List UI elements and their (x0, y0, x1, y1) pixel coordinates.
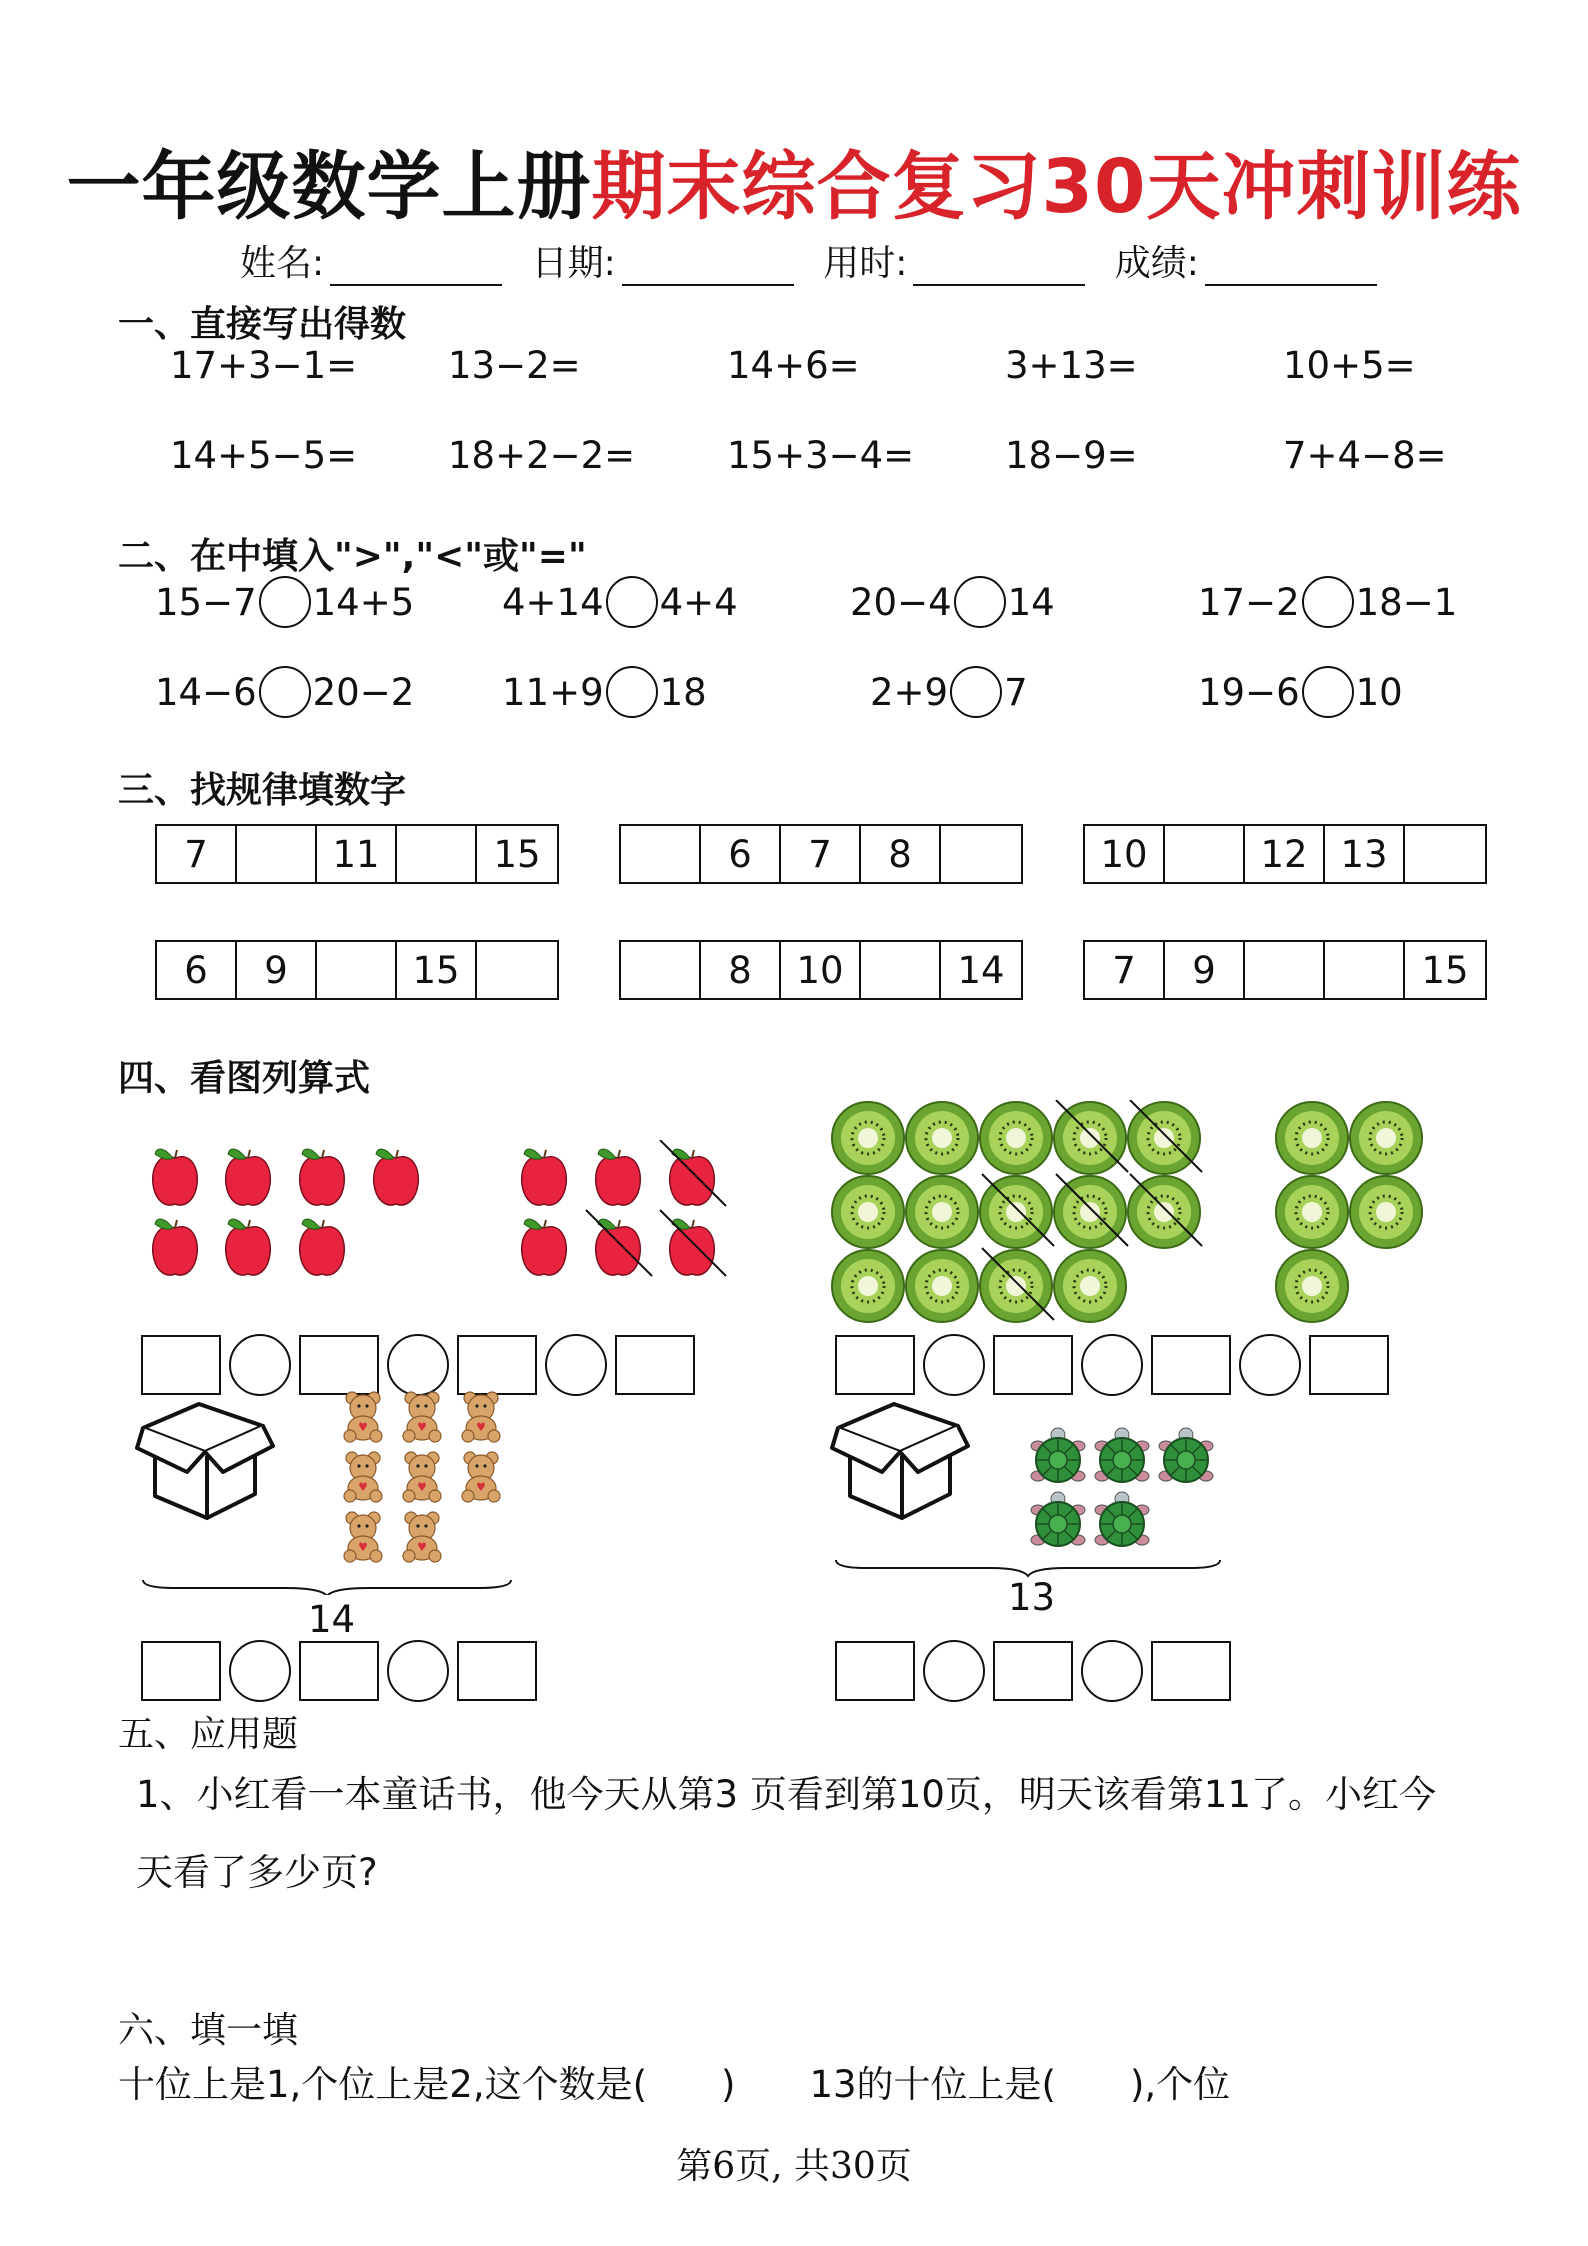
kiwi-icon (832, 1176, 904, 1248)
bear-icon (344, 1512, 382, 1562)
answer-box[interactable] (993, 1335, 1073, 1395)
total-label: 13 (1008, 1576, 1056, 1619)
compare-left: 20−4 (850, 580, 952, 624)
answer-box[interactable] (457, 1335, 537, 1395)
compare-right: 14+5 (312, 580, 415, 624)
seq-cell[interactable]: 15 (493, 832, 541, 876)
seq-cell[interactable] (397, 826, 477, 882)
seq-cell[interactable] (477, 942, 557, 998)
seq-cell[interactable]: 8 (701, 942, 781, 998)
section1-title: 一、直接写出得数 (118, 304, 407, 345)
seq-cell[interactable]: 8 (861, 826, 941, 882)
compare-circle[interactable] (606, 666, 658, 718)
compare-circle[interactable] (606, 576, 658, 628)
turtle-icon (1095, 1492, 1149, 1546)
apple-icon (300, 1219, 345, 1275)
apple-icon (153, 1149, 198, 1205)
bear-icon (403, 1512, 441, 1562)
compare-circle[interactable] (1302, 576, 1354, 628)
seq-cell[interactable] (621, 942, 701, 998)
operator-circle[interactable] (229, 1640, 291, 1702)
calc-item: 14+5−5= (170, 434, 358, 477)
kiwi-icon (1128, 1176, 1200, 1248)
operator-circle[interactable] (923, 1334, 985, 1396)
sequence-row (155, 824, 559, 884)
score-label: 成绩: (1114, 243, 1199, 284)
brace (143, 1580, 511, 1595)
answer-box[interactable] (299, 1335, 379, 1395)
calc-item: 17+3−1= (170, 344, 358, 387)
compare-right: 10 (1355, 670, 1403, 714)
compare-left: 11+9 (502, 670, 604, 714)
equation-row (141, 1334, 695, 1396)
apple-icon (522, 1219, 567, 1275)
seq-cell[interactable] (861, 942, 941, 998)
kiwi-icon (1276, 1250, 1348, 1322)
word-problem-line: 1、小红看一本童话书，他今天从第3 页看到第10页，明天该看第11了。小红今 (136, 1773, 1437, 1816)
kiwi-icon (980, 1102, 1052, 1174)
section5-title: 五、应用题 (118, 1714, 299, 1755)
operator-circle[interactable] (1081, 1640, 1143, 1702)
equation-row (141, 1640, 537, 1702)
answer-box[interactable] (993, 1641, 1073, 1701)
title-black: 一年级数学上册 (66, 144, 592, 230)
sequence-row (619, 824, 1023, 884)
calc-item: 7+4−8= (1283, 434, 1447, 477)
bear-icon (403, 1452, 441, 1502)
compare-left: 4+14 (502, 580, 604, 624)
sequence-row (155, 940, 559, 1000)
calc-item: 14+6= (727, 344, 860, 387)
compare-item (155, 666, 414, 718)
operator-circle[interactable] (387, 1334, 449, 1396)
compare-right: 18−1 (1355, 580, 1458, 624)
date-field[interactable] (622, 250, 794, 286)
compare-item (870, 666, 1028, 718)
compare-left: 2+9 (870, 670, 949, 714)
bear-icon (344, 1452, 382, 1502)
compare-left: 19−6 (1198, 670, 1300, 714)
seq-cell[interactable]: 15 (1421, 948, 1469, 992)
box-bears-picture (135, 1390, 525, 1595)
answer-box[interactable] (299, 1641, 379, 1701)
operator-circle[interactable] (545, 1334, 607, 1396)
operator-circle[interactable] (387, 1640, 449, 1702)
compare-left: 15−7 (155, 580, 257, 624)
seq-cell[interactable]: 10 (1085, 826, 1165, 882)
apple-icon (522, 1149, 567, 1205)
answer-box[interactable] (1151, 1641, 1231, 1701)
sequence-row (1083, 824, 1487, 884)
seq-cell[interactable]: 6 (701, 826, 781, 882)
kiwi-icon (1054, 1102, 1126, 1174)
operator-circle[interactable] (1239, 1334, 1301, 1396)
time-label: 用时: (823, 243, 908, 284)
apple-icon (226, 1149, 271, 1205)
seq-cell[interactable]: 7 (1085, 942, 1165, 998)
compare-right: 14 (1007, 580, 1055, 624)
page-title (0, 128, 1588, 234)
section3-title: 三、找规律填数字 (118, 770, 407, 811)
apple-icon (596, 1149, 641, 1205)
compare-item (502, 576, 738, 628)
sequence-row (1083, 940, 1487, 1000)
bear-icon (462, 1392, 500, 1442)
answer-box[interactable] (1151, 1335, 1231, 1395)
seq-cell[interactable]: 7 (157, 826, 237, 882)
kiwi-icon (832, 1102, 904, 1174)
operator-circle[interactable] (1081, 1334, 1143, 1396)
seq-cell[interactable]: 14 (957, 948, 1005, 992)
box-icon (137, 1404, 273, 1518)
bear-icon (403, 1392, 441, 1442)
compare-circle[interactable] (259, 576, 311, 628)
word-problem-line: 天看了多少页? (136, 1851, 378, 1894)
kiwi-icon (906, 1102, 978, 1174)
kiwi-icon (906, 1250, 978, 1322)
seq-cell[interactable] (1165, 826, 1245, 882)
brace (836, 1560, 1220, 1576)
calc-item: 18+2−2= (448, 434, 636, 477)
kiwi-icon (906, 1176, 978, 1248)
answer-box[interactable] (141, 1335, 221, 1395)
answer-box[interactable] (1309, 1335, 1389, 1395)
compare-item (1198, 666, 1403, 718)
student-info (240, 235, 1395, 286)
seq-cell[interactable] (1405, 826, 1485, 882)
kiwi-icon (1054, 1176, 1126, 1248)
box-icon (832, 1404, 968, 1518)
kiwi-icon (1276, 1102, 1348, 1174)
kiwi-picture (830, 1100, 1430, 1325)
compare-left: 17−2 (1198, 580, 1300, 624)
compare-left: 14−6 (155, 670, 257, 714)
answer-box[interactable] (835, 1335, 915, 1395)
answer-box[interactable] (141, 1641, 221, 1701)
seq-cell[interactable]: 12 (1245, 826, 1325, 882)
turtle-icon (1031, 1428, 1085, 1482)
seq-cell[interactable]: 13 (1325, 826, 1405, 882)
seq-cell[interactable]: 15 (397, 942, 477, 998)
seq-cell[interactable]: 10 (781, 942, 861, 998)
kiwi-icon (1350, 1176, 1422, 1248)
turtle-icon (1159, 1428, 1213, 1482)
name-label: 姓名: (240, 243, 325, 284)
equation-row (835, 1334, 1389, 1396)
seq-cell[interactable]: 9 (237, 942, 317, 998)
seq-cell[interactable] (941, 826, 1021, 882)
seq-cell[interactable] (317, 942, 397, 998)
compare-item (155, 576, 414, 628)
seq-cell[interactable]: 6 (157, 942, 237, 998)
compare-item (1198, 576, 1457, 628)
turtle-icon (1095, 1428, 1149, 1482)
date-label: 日期: (531, 243, 616, 284)
apple-icon (226, 1219, 271, 1275)
operator-circle[interactable] (923, 1640, 985, 1702)
bear-icon (344, 1392, 382, 1442)
page-number: 第6页, 共30页 (676, 2146, 912, 2187)
section6-title: 六、填一填 (118, 2010, 299, 2051)
compare-circle[interactable] (1302, 666, 1354, 718)
calc-item: 18−9= (1005, 434, 1138, 477)
compare-right: 18 (659, 670, 707, 714)
operator-circle[interactable] (229, 1334, 291, 1396)
kiwi-icon (1128, 1102, 1200, 1174)
total-label: 14 (308, 1598, 356, 1641)
seq-cell[interactable]: 7 (781, 826, 861, 882)
kiwi-icon (1054, 1250, 1126, 1322)
section4-title: 四、看图列算式 (118, 1058, 371, 1099)
sequence-row (619, 940, 1023, 1000)
compare-right: 7 (1004, 670, 1028, 714)
compare-item (502, 666, 707, 718)
apple-icon (153, 1219, 198, 1275)
turtle-icon (1031, 1492, 1085, 1546)
compare-circle[interactable] (950, 666, 1002, 718)
bear-icon (462, 1452, 500, 1502)
fill-in-line: 十位上是1,个位上是2,这个数是( ) 13的十位上是( ),个位 (118, 2063, 1231, 2106)
calc-item: 10+5= (1283, 344, 1416, 387)
kiwi-icon (980, 1176, 1052, 1248)
time-field[interactable] (913, 250, 1085, 286)
answer-box[interactable] (615, 1335, 695, 1395)
compare-right: 4+4 (659, 580, 738, 624)
calc-item: 15+3−4= (727, 434, 915, 477)
answer-box[interactable] (457, 1641, 537, 1701)
title-red: 期末综合复习30天冲刺训练 (591, 144, 1522, 230)
answer-box[interactable] (835, 1641, 915, 1701)
score-field[interactable] (1205, 250, 1377, 286)
equation-row (835, 1640, 1231, 1702)
seq-cell[interactable]: 11 (317, 826, 397, 882)
compare-circle[interactable] (954, 576, 1006, 628)
kiwi-icon (1276, 1176, 1348, 1248)
apple-picture (140, 1140, 740, 1300)
seq-cell[interactable]: 9 (1165, 942, 1245, 998)
kiwi-icon (1350, 1102, 1422, 1174)
kiwi-icon (980, 1250, 1052, 1322)
seq-cell[interactable] (1245, 942, 1325, 998)
seq-cell[interactable] (237, 826, 317, 882)
compare-right: 20−2 (312, 670, 415, 714)
kiwi-icon (832, 1250, 904, 1322)
seq-cell[interactable] (621, 826, 701, 882)
section2-title: 二、在中填入">","<"或"=" (118, 536, 587, 577)
compare-item (850, 576, 1055, 628)
seq-cell[interactable] (1325, 942, 1405, 998)
name-field[interactable] (330, 250, 502, 286)
apple-icon (374, 1149, 419, 1205)
apple-icon (300, 1149, 345, 1205)
box-turtles-picture (830, 1390, 1240, 1580)
calc-item: 13−2= (448, 344, 581, 387)
compare-circle[interactable] (259, 666, 311, 718)
calc-item: 3+13= (1005, 344, 1138, 387)
